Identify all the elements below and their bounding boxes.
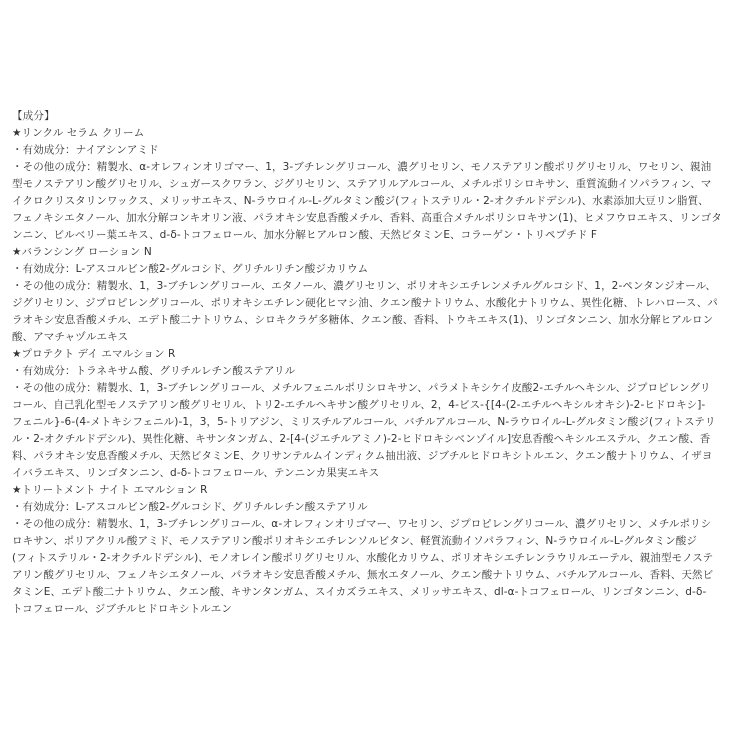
ingredient-line: ・その他の成分：精製水、α-オレフィンオリゴマー、1，3-ブチレングリコール、濃グリセリン、モノステアリン酸ポリグリセリル、ワセリン、親油 xyxy=(12,161,712,173)
ingredient-line: フェノキシエタノール、加水分解コンキオリン液、パラオキシ安息香酸メチル、香料、高重合メチルポリシロキサン(1)、ヒメフウロエキス、リンゴタ xyxy=(12,212,722,224)
ingredient-line: タミンE、エデト酸二ナトリウム、クエン酸、キサンタンガム、スイカズラエキス、メリッサエキス、dl-α-トコフェロール、リンゴタンニン、d-δ- xyxy=(12,586,707,598)
ingredient-line: トコフェロール、ジブチルヒドロキシトルエン xyxy=(12,603,232,615)
ingredient-line: フェニル}-6-(4-メトキシフェニル)-1，3，5-トリアジン、ミリスチルアルコール、バチルアルコール、N-ラウロイル-L-グルタミン酸ジ(フィトステリ xyxy=(12,416,716,428)
ingredient-line: ・有効成分：トラネキサム酸、グリチルレチン酸ステアリル xyxy=(12,365,296,377)
ingredient-line: ・有効成分：L-アスコルビン酸2-グルコシド、グリチルリチン酸ジカリウム xyxy=(12,263,369,275)
ingredient-line: イクロクリスタリンワックス、メリッサエキス、N-ラウロイル-L-グルタミン酸ジ(フィトステリル・2-オクチルドデシル)、水素添加大豆リン脂質、 xyxy=(12,195,709,207)
product-name: ★リンクル セラム クリーム xyxy=(12,127,145,139)
product-name: ★トリートメント ナイト エマルション R xyxy=(12,484,208,496)
ingredient-line: ンニン、ビルベリー葉エキス、d-δ-トコフェロール、加水分解ヒアルロン酸、天然ビタミンE、コラーゲン・トリペプチド F xyxy=(12,229,598,241)
ingredient-line: ・その他の成分：精製水、1，3-ブチレングリコール、メチルフェニルポリシロキサン、パラメトキシケイ皮酸2-エチルヘキシル、ジプロピレングリ xyxy=(12,382,711,394)
ingredient-line: ・その他の成分：精製水、1，3-ブチレングリコール、α-オレフィンオリゴマー、ワセリン、ジプロピレングリコール、濃グリセリン、メチルポリシ xyxy=(12,518,712,530)
product-name: ★プロテクト デイ エマルション R xyxy=(12,348,176,360)
ingredient-line: ジグリセリン、ジプロピレングリコール、ポリオキシエチレン硬化ヒマシ油、クエン酸ナトリウム、水酸化ナトリウム、異性化糖、トレハロース、パ xyxy=(12,297,718,309)
ingredient-line: (フィトステリル・2-オクチルドデシル)、モノオレイン酸ポリグリセリル、水酸化カリウム、ポリオキシエチレンラウリルエーテル、親油型モノステ xyxy=(12,552,714,564)
product-section xyxy=(12,482,738,618)
product-section xyxy=(12,125,738,244)
product-section xyxy=(12,346,738,482)
ingredient-line: 型モノステアリン酸グリセリル、シュガースクワラン、ジグリセリン、ステアリルアルコール、メチルポリシロキサン、重質流動イソパラフィン、マ xyxy=(12,178,712,190)
product-name: ★バランシング ローション N xyxy=(12,246,152,258)
product-section xyxy=(12,244,738,346)
ingredient-line: 酸、アマチャヅルエキス xyxy=(12,331,129,343)
ingredient-line: ル・2-オクチルドデシル)、異性化糖、キサンタンガム、2-[4-(ジエチルアミノ)-2-ヒドロキシベンゾイル]安息香酸ヘキシルエステル、クエン酸、香 xyxy=(12,433,711,445)
ingredient-line: ・有効成分：L-アスコルビン酸2-グルコシド、グリチルレチン酸ステアリル xyxy=(12,501,368,513)
ingredient-line: ・有効成分：ナイアシンアミド xyxy=(12,144,159,156)
ingredient-line: イバラエキス、リンゴタンニン、d-δ-トコフェロール、テンニンカ果実エキス xyxy=(12,467,380,479)
ingredients-heading: 【成分】 xyxy=(12,110,55,122)
ingredient-line: コール、自己乳化型モノステアリン酸グリセリル、トリ2-エチルヘキサン酸グリセリル、2，4-ビス-{[4-(2-エチルヘキシルオキシ)-2-ヒドロキシ]- xyxy=(12,399,706,411)
ingredient-line: アリン酸グリセリル、フェノキシエタノール、パラオキシ安息香酸メチル、無水エタノール、クエン酸ナトリウム、バチルアルコール、香料、天然ビ xyxy=(12,569,714,581)
ingredient-line: 料、パラオキシ安息香酸メチル、天然ビタミンE、クリサンテルムインディクム抽出液、ジブチルヒドロキシトルエン、クエン酸ナトリウム、イザヨ xyxy=(12,450,713,462)
ingredient-line: ロキサン、ポリアクリル酸アミド、モノステアリン酸ポリオキシエチレンソルビタン、軽質流動イソパラフィン、N-ラウロイル-L-グルタミン酸ジ xyxy=(12,535,697,547)
ingredient-line: ラオキシ安息香酸メチル、エデト酸二ナトリウム、シロキクラゲ多糖体、クエン酸、香料、トウキエキス(1)、リンゴタンニン、加水分解ヒアルロン xyxy=(12,314,714,326)
ingredient-line: ・その他の成分：精製水、1，3-ブチレングリコール、エタノール、濃グリセリン、ポリオキシエチレンメチルグルコシド、1，2-ペンタンジオール、 xyxy=(12,280,717,292)
ingredients-document xyxy=(12,108,738,618)
